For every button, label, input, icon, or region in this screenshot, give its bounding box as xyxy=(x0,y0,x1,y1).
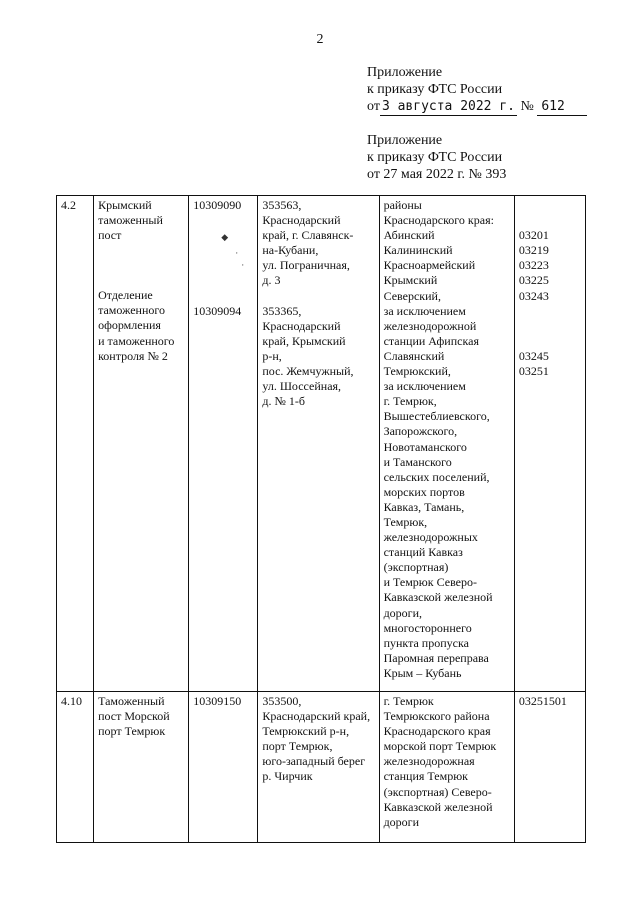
text-line: станции Афипская xyxy=(383,333,479,348)
post-name xyxy=(98,198,184,243)
address-cell xyxy=(258,196,379,692)
okato-cell xyxy=(514,196,585,692)
text-line: Абинский xyxy=(383,228,435,243)
text-line: Кавказской железной xyxy=(383,590,493,605)
text-line: юго-западный берег xyxy=(262,754,366,769)
text-line: р-н, xyxy=(262,348,282,363)
okato-code xyxy=(519,213,581,228)
text-line: Таможенный xyxy=(98,694,165,708)
post-code-cell xyxy=(189,692,258,843)
text-line: ул. Пограничная, xyxy=(262,258,350,273)
text-line: контроля № 2 xyxy=(98,348,168,363)
post-name-cell xyxy=(94,196,189,692)
address-cell xyxy=(258,692,379,843)
appendix-original-date: от 27 мая 2022 г. № 393 xyxy=(367,167,507,182)
text-line: морских портов xyxy=(383,484,465,499)
okato-code xyxy=(519,304,581,319)
text-line: Красноармейский xyxy=(383,258,476,273)
text-line: Вышестеблиевского, xyxy=(383,409,490,424)
post-name-cell xyxy=(94,692,189,843)
text-line: край, Крымский xyxy=(262,333,346,348)
okato-code: 03251501 xyxy=(518,694,567,708)
address xyxy=(262,304,374,410)
text-line: Новотаманского xyxy=(383,439,467,454)
text-line: и таможенного xyxy=(98,333,175,348)
text-line: Запорожского, xyxy=(383,424,458,439)
text-line: и Темрюк Северо- xyxy=(383,575,477,590)
text-line: и Таманского xyxy=(383,454,452,469)
appendix-current-date-line xyxy=(367,98,587,116)
appendix-original-title: Приложение xyxy=(367,133,443,148)
text-line: железнодорожных xyxy=(383,530,478,545)
text-line: Крымский xyxy=(383,273,438,288)
text-line: морской порт Темрюк xyxy=(383,739,497,754)
table-row xyxy=(57,196,586,692)
text-line: Краснодарского края: xyxy=(383,213,494,228)
table-row xyxy=(57,692,586,843)
okato-code: 03225 xyxy=(518,273,549,288)
text-line: таможенный xyxy=(98,213,163,228)
text-line: край, г. Славянск- xyxy=(262,228,354,243)
okato-code: 03243 xyxy=(518,288,549,303)
region-cell xyxy=(379,692,514,843)
text-line: Отделение xyxy=(98,288,153,303)
okato-code xyxy=(519,198,581,213)
text-line: оформления xyxy=(98,318,161,333)
text-line: Темрюкский, xyxy=(383,364,451,379)
text-line: за исключением xyxy=(383,303,466,318)
text-line: (экспортная) xyxy=(383,560,449,575)
text-line: Краснодарский xyxy=(262,318,341,333)
text-line: ул. Шоссейная, xyxy=(262,379,342,394)
text-line: на-Кубани, xyxy=(262,243,319,258)
text-line: за исключением xyxy=(383,379,466,394)
okato-code: 03223 xyxy=(518,258,549,273)
text-line: Славянский xyxy=(383,348,445,363)
text-line: г. Темрюк, xyxy=(383,394,437,409)
order-date: 3 августа 2022 г. xyxy=(381,99,515,114)
post-code: 10309090 xyxy=(193,198,242,212)
post-code: 10309150 xyxy=(193,694,242,708)
okato-code xyxy=(519,319,581,334)
text-line: дороги xyxy=(383,814,420,829)
text-line: Краснодарский край, xyxy=(262,709,371,724)
address xyxy=(262,198,374,289)
text-line: Темрюк, xyxy=(383,514,428,529)
text-line: станция Темрюк xyxy=(383,769,468,784)
text-line: станций Кавказ xyxy=(383,545,463,560)
text-line: Кавказ, Тамань, xyxy=(383,499,465,514)
text-line: районы xyxy=(383,198,422,212)
text-line: железнодорожной xyxy=(383,318,477,333)
okato-code xyxy=(519,334,581,349)
page-number: 2 xyxy=(316,32,324,47)
text-line: порт Темрюк xyxy=(98,724,166,739)
text-line: Калининский xyxy=(383,243,453,258)
row-number: 4.2 xyxy=(57,196,94,692)
appendix-current-title: Приложение xyxy=(367,65,443,80)
text-line: 353563, xyxy=(262,198,302,212)
text-line: Темрюкского района xyxy=(383,709,490,724)
text-line: Паромная переправа xyxy=(383,650,489,665)
text-line: Кавказской железной xyxy=(383,799,493,814)
text-line: Краснодарского края xyxy=(383,724,491,739)
text-line: Крым – Кубань xyxy=(383,665,462,680)
text-line: пост Морской xyxy=(98,709,170,724)
text-line: Темрюкский р-н, xyxy=(262,724,350,739)
text-line: р. Чирчик xyxy=(262,769,313,784)
text-line: пост xyxy=(98,228,122,243)
text-line: д. 3 xyxy=(262,273,281,288)
okato-code: 03201 xyxy=(518,228,549,243)
region-cell xyxy=(379,196,514,692)
customs-table xyxy=(56,195,586,843)
order-number: 612 xyxy=(537,98,587,116)
text-line: 353365, xyxy=(262,303,302,318)
post-code: 10309094 xyxy=(193,304,242,319)
appendix-original-order: к приказу ФТС России xyxy=(367,150,503,165)
text-line: Краснодарский xyxy=(262,213,341,228)
text-line: таможенного xyxy=(98,303,165,318)
ink-mark-icon: · xyxy=(241,260,245,270)
text-line: Крымский xyxy=(98,198,152,212)
okato-code: 03245 xyxy=(518,348,549,363)
ink-mark-icon: ◆ xyxy=(221,232,229,242)
text-line: пункта пропуска xyxy=(383,635,469,650)
okato-cell xyxy=(514,692,585,843)
post-code-cell xyxy=(189,196,258,692)
text-line: Северский, xyxy=(383,288,441,303)
text-line: многостороннего xyxy=(383,620,472,635)
text-line: порт Темрюк, xyxy=(262,739,333,754)
appendix-current xyxy=(367,64,587,116)
text-line: г. Темрюк xyxy=(383,694,434,708)
text-line: д. № 1-б xyxy=(262,394,306,409)
number-prefix: № xyxy=(520,99,534,114)
okato-code: 03219 xyxy=(518,243,549,258)
ink-mark-icon: · xyxy=(235,248,239,258)
text-line: пос. Жемчужный, xyxy=(262,363,354,378)
text-line: железнодорожная xyxy=(383,754,475,769)
text-line: 353500, xyxy=(262,694,302,708)
date-prefix: от xyxy=(367,99,380,114)
appendix-current-order: к приказу ФТС России xyxy=(367,82,503,97)
text-line: дороги, xyxy=(383,605,423,620)
text-line: сельских поселений, xyxy=(383,469,490,484)
text-line: (экспортная) Северо- xyxy=(383,784,492,799)
row-number: 4.10 xyxy=(57,692,94,843)
appendix-original xyxy=(367,132,506,183)
okato-code: 03251 xyxy=(518,364,549,379)
post-name xyxy=(98,288,184,363)
